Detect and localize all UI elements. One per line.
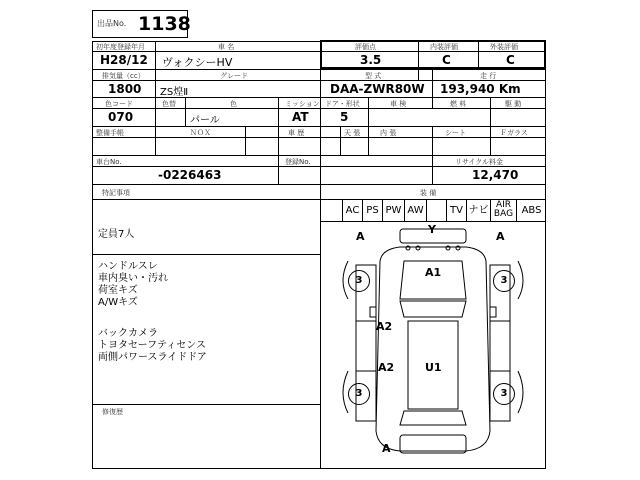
equipment-label: 装 備 [420, 189, 437, 197]
chassis-number: -0226463 [158, 168, 222, 182]
notes-label: 特記事項 [102, 189, 130, 197]
glass-label: Ｆガラス [500, 129, 528, 137]
mark-top-right: A [496, 230, 505, 243]
history-label: 車 歴 [288, 129, 305, 137]
reg-no-label: 登録No. [285, 158, 311, 166]
equip-ac: AC [342, 200, 362, 221]
doors: 5 [340, 110, 349, 124]
mark-left-rear: A2 [378, 361, 395, 374]
color: パール [190, 115, 220, 126]
equip-pw: PW [382, 200, 404, 221]
equip-tv: TV [446, 200, 466, 221]
equip-abs: ABS [516, 200, 546, 221]
recycle-label: リサイクル料金 [455, 158, 504, 166]
equip-aw: AW [404, 200, 426, 221]
color-code: 070 [108, 110, 134, 124]
equip-blank [426, 200, 446, 221]
option-note-1: バックカメラ [98, 328, 158, 339]
transmission: AT [292, 110, 309, 124]
model: DAA-ZWR80W [330, 82, 425, 96]
score: 3.5 [360, 53, 382, 67]
equip-navi: ナビ [466, 200, 490, 221]
score-label: 評価点 [355, 43, 376, 51]
nox-label: ＮＯＸ [190, 129, 211, 137]
recycle-fee: 12,470 [472, 168, 519, 182]
mark-top-left: A [356, 230, 365, 243]
color-code-label: 色コード [105, 100, 133, 108]
reg-year: H28/12 [100, 53, 148, 67]
mark-top-center: Y [428, 223, 436, 236]
capacity-note: 定員7人 [98, 229, 135, 240]
car-name: ヴォクシーHV [162, 56, 233, 69]
equip-ps: PS [362, 200, 382, 221]
option-note-3: 両側パワースライドドア [98, 352, 207, 363]
mark-roof: U1 [425, 361, 442, 374]
displacement: 1800 [108, 82, 142, 96]
issue-note-3: 荷室キズ [98, 285, 138, 296]
model-label: 型 式 [365, 72, 382, 80]
transmission-label: ミッション [285, 100, 320, 108]
exterior-grade-label: 外装評価 [490, 43, 518, 51]
fuel-label: 燃 料 [450, 100, 467, 108]
inspection-label: 車 検 [390, 100, 407, 108]
grade: ZS煌Ⅱ [160, 87, 189, 98]
lot-number-label: 出品No. [97, 19, 127, 28]
option-note-2: トヨタセーフティセンス [98, 340, 206, 351]
mark-hood: A1 [425, 266, 442, 279]
interior2-label: 内 張 [380, 129, 397, 137]
color-type-label: 色替 [162, 100, 176, 108]
repair-label: 修復歴 [102, 408, 123, 416]
chassis-label: 車台No. [96, 158, 122, 166]
mark-left-door: A2 [376, 320, 393, 333]
grade-label: グレード [220, 72, 248, 80]
car-name-label: 車 名 [218, 43, 235, 51]
color-label: 色 [230, 100, 237, 108]
displacement-label: 排気量（cc） [102, 72, 145, 80]
mark-rear-left-wheel: 3 [348, 383, 370, 405]
mark-front-right-wheel: 3 [493, 270, 515, 292]
mark-front-left-wheel: 3 [348, 270, 370, 292]
mileage: 193,940 Km [440, 82, 521, 96]
exterior-grade: C [506, 53, 515, 67]
issue-note-1: ハンドルスレ [98, 261, 158, 272]
manual-label: 整備手帳 [96, 129, 124, 137]
mileage-label: 走 行 [480, 72, 497, 80]
interior-grade: C [442, 53, 451, 67]
issue-note-2: 車内臭い・汚れ [98, 273, 168, 284]
issue-note-4: A/Wキズ [98, 297, 138, 308]
mark-rear-right-wheel: 3 [493, 383, 515, 405]
lot-number: 1138 [138, 13, 191, 35]
doors-label: ドア・形状 [325, 100, 360, 108]
interior-grade-label: 内装評価 [430, 43, 458, 51]
sunroof-label: 天 張 [344, 129, 361, 137]
seat-label: シート [445, 129, 466, 137]
mark-bottom-left: A [382, 442, 391, 455]
drive-label: 駆 動 [505, 100, 522, 108]
car-body-diagram [320, 221, 546, 469]
reg-year-label: 初年度登録年月 [96, 43, 145, 51]
equip-airbag: AIR BAG [490, 200, 516, 221]
